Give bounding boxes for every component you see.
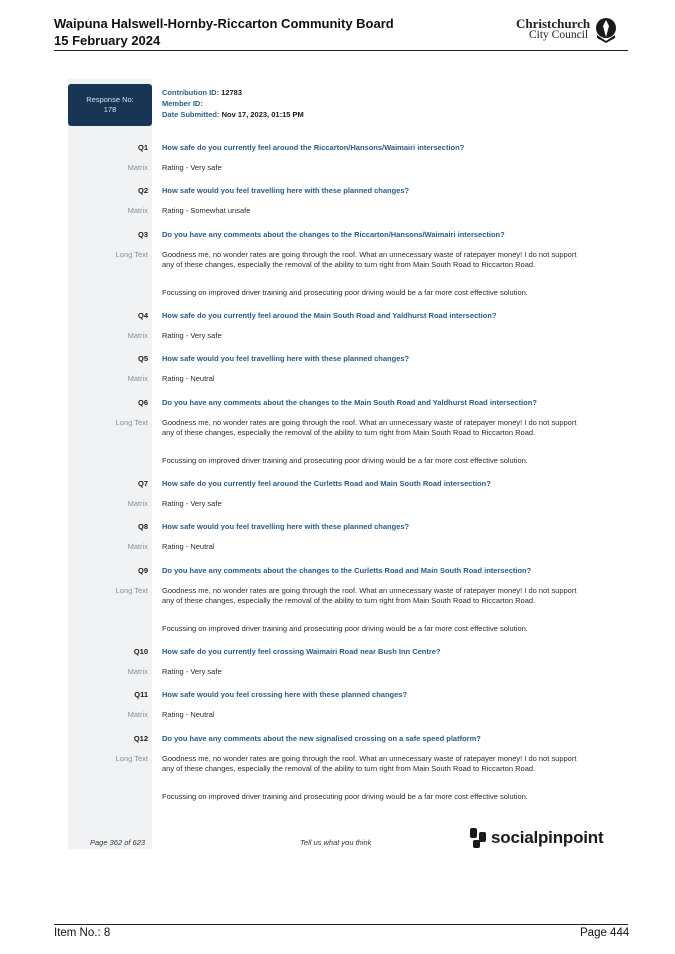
- header-divider: [54, 50, 628, 51]
- page-number: Page 444: [580, 927, 630, 939]
- question-text: How safe do you currently feel around the Main South Road and Yaldhurst Road intersection?: [162, 311, 497, 320]
- question-number: Q5: [137, 354, 148, 363]
- member-label: Member ID:: [162, 99, 203, 108]
- question-number: Q7: [137, 479, 148, 488]
- footer-divider: [54, 924, 628, 925]
- pinpoint-icon: [470, 828, 486, 848]
- question-type: Matrix: [127, 331, 148, 340]
- date-value: Nov 17, 2023, 01:15 PM: [221, 110, 304, 119]
- inner-page-number: Page 362 of 623: [90, 838, 146, 847]
- answer-text: Rating - Very safe: [162, 331, 222, 340]
- question-text: How safe would you feel travelling here with these planned changes?: [162, 186, 410, 195]
- answer-text-continued: Focussing on improved driver training and prosecuting poor driving would be a far more cost effective solution.: [162, 456, 528, 465]
- question-number: Q6: [137, 398, 148, 407]
- question-type: Matrix: [127, 710, 148, 719]
- question-type: Matrix: [127, 163, 148, 172]
- question-text: How safe would you feel travelling here with these planned changes?: [162, 522, 410, 531]
- question-text: Do you have any comments about the changes to the Curletts Road and Main South Road intersection?: [162, 566, 532, 575]
- question-text: How safe would you feel travelling here with these planned changes?: [162, 354, 410, 363]
- answer-text: Goodness me, no wonder rates are going through the roof. What an unnecessary waste of ratepayer money! I do not support any of these changes, especially the removal of the ability to turn right from Main South Road to Riccarton Road.: [162, 250, 577, 269]
- socialpinpoint-logo: [470, 826, 603, 850]
- question-number: Q10: [133, 647, 148, 656]
- question-type: Matrix: [127, 542, 148, 551]
- answer-text: Goodness me, no wonder rates are going through the roof. What an unnecessary waste of ratepayer money! I do not support any of these changes, especially the removal of the ability to turn right from Main South Road to Riccarton Road.: [162, 754, 577, 773]
- answer-text: Rating - Neutral: [162, 542, 215, 551]
- question-number: Q4: [137, 311, 148, 320]
- answer-text: Goodness me, no wonder rates are going through the roof. What an unnecessary waste of ratepayer money! I do not support any of these changes, especially the removal of the ability to turn right from Main South Road to Riccarton Road.: [162, 586, 577, 605]
- council-logo: [510, 16, 622, 44]
- question-number: Q2: [137, 186, 148, 195]
- board-name: Waipuna Halswell-Hornby-Riccarton Community Board: [54, 16, 394, 31]
- contribution-label: Contribution ID:: [162, 88, 220, 97]
- brand-name: socialpinpoint: [491, 828, 604, 847]
- answer-text: Rating - Neutral: [162, 710, 215, 719]
- answer-text-continued: Focussing on improved driver training and prosecuting poor driving would be a far more cost effective solution.: [162, 288, 528, 297]
- question-type: Matrix: [127, 206, 148, 215]
- meeting-date: 15 February 2024: [54, 33, 161, 48]
- question-type: Long Text: [115, 754, 148, 763]
- tagline: Tell us what you think: [300, 838, 372, 847]
- contribution-value: 12783: [221, 88, 243, 97]
- item-number: Item No.: 8: [54, 927, 111, 939]
- question-type: Long Text: [115, 586, 148, 595]
- question-number: Q11: [134, 690, 148, 699]
- question-text: Do you have any comments about the new signalised crossing on a safe speed platform?: [162, 734, 481, 743]
- answer-text: Rating - Neutral: [162, 374, 215, 383]
- answer-text: Rating - Very safe: [162, 499, 222, 508]
- header-title: [54, 15, 394, 49]
- answer-text: Rating - Very safe: [162, 163, 222, 172]
- question-text: How safe do you currently feel around the Curletts Road and Main South Road intersection?: [162, 479, 491, 488]
- question-type: Long Text: [115, 250, 148, 259]
- question-text: How safe would you feel crossing here with these planned changes?: [162, 690, 408, 699]
- question-number: Q12: [133, 734, 148, 743]
- answer-text-continued: Focussing on improved driver training and prosecuting poor driving would be a far more cost effective solution.: [162, 624, 528, 633]
- submission-meta: [162, 87, 304, 120]
- date-label: Date Submitted:: [162, 110, 220, 119]
- response-label: Response No:: [86, 95, 134, 104]
- question-number: Q9: [137, 566, 148, 575]
- contribution-id: [162, 87, 304, 98]
- question-text: How safe do you currently feel crossing Waimairi Road near Bush Inn Centre?: [162, 647, 441, 656]
- question-type: Matrix: [127, 374, 148, 383]
- response-number: 178: [103, 105, 117, 114]
- question-text: Do you have any comments about the changes to the Main South Road and Yaldhurst Road intersection?: [162, 398, 537, 407]
- answer-text: Rating - Very safe: [162, 667, 222, 676]
- logo-line2: City Council: [529, 29, 589, 41]
- question-number: Q1: [137, 143, 148, 152]
- response-number-badge: [68, 84, 152, 126]
- question-text: How safe do you currently feel around the Riccarton/Hansons/Waimairi intersection?: [162, 143, 465, 152]
- answer-text: Goodness me, no wonder rates are going through the roof. What an unnecessary waste of ratepayer money! I do not support any of these changes, especially the removal of the ability to turn right from Main South Road to Riccarton Road.: [162, 418, 577, 437]
- question-type: Matrix: [127, 667, 148, 676]
- member-id: [162, 98, 304, 109]
- answer-text: Rating - Somewhat unsafe: [162, 206, 251, 215]
- question-number: Q8: [137, 522, 148, 531]
- answer-text-continued: Focussing on improved driver training and prosecuting poor driving would be a far more cost effective solution.: [162, 792, 528, 801]
- question-type: Matrix: [127, 499, 148, 508]
- logo-line1: Christchurch: [516, 16, 591, 31]
- cathedral-icon: [594, 17, 618, 43]
- question-type: Long Text: [115, 418, 148, 427]
- question-number: Q3: [137, 230, 148, 239]
- question-text: Do you have any comments about the changes to the Riccarton/Hansons/Waimairi intersection?: [162, 230, 505, 239]
- date-submitted: [162, 109, 304, 120]
